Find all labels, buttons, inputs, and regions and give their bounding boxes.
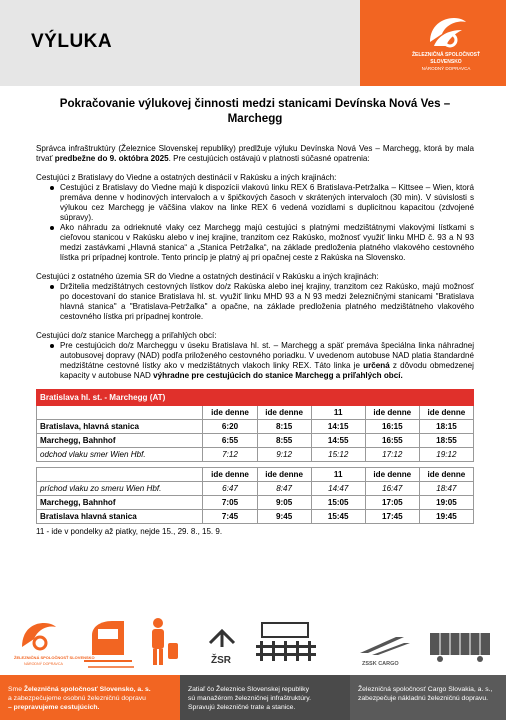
s3-text-a: Pre cestujúcich do/z Marcheggu v úseku Bratislava hl. st. – Marchegg a späť premáva špeciálna linka náhradnej autobusovej dopravy (NAD) podľa priloženého cestovného poriadku. V uvedenom autobuse NAD platia štandardné medzištátne cestovné lístky ako v medzištátnych vlakoch linky REX. Táto linka je: [60, 341, 474, 370]
footer-bar: [0, 675, 506, 720]
footer-zsr-panel: [180, 675, 350, 720]
logo-text-line2: NÁRODNÝ DOPRAVCA: [421, 66, 471, 71]
zssk-logo-icon: [424, 14, 468, 50]
traveler-icon: [152, 618, 178, 665]
time-cell: 16:15: [365, 420, 419, 434]
time-cell: 6:55: [203, 434, 257, 448]
zsr-line3: Spravujú železničné trate a stanice.: [188, 704, 296, 711]
railway-track-icon: [256, 623, 316, 661]
timetable-title: Bratislava hl. st. - Marchegg (AT): [37, 390, 474, 406]
time-cell: 7:12: [203, 448, 257, 462]
cargo-logo-icon: [360, 637, 410, 655]
head-cell: ide denne: [365, 468, 419, 482]
head-cell: ide denne: [203, 406, 257, 420]
zssk-sentence-a: Sme: [8, 686, 24, 693]
head-cell: ide denne: [365, 406, 419, 420]
time-cell: 19:45: [419, 510, 473, 524]
table-footnote: 11 - ide v pondelky až piatky, nejde 15., 29. 8., 15. 9.: [36, 527, 223, 536]
table-row: [37, 482, 474, 496]
zsr-line2: sú manažérom železničnej infraštruktúry.: [188, 695, 312, 702]
time-cell: 18:15: [419, 420, 473, 434]
time-cell: 15:05: [311, 496, 365, 510]
stop-name: odchod vlaku smer Wien Hbf.: [37, 448, 203, 462]
stop-name: príchod vlaku zo smeru Wien Hbf.: [37, 482, 203, 496]
page-title: VÝLUKA: [31, 31, 113, 52]
timetable: [36, 389, 474, 524]
zsr-line1: Zatiaľ čo Železnice Slovenskej republiky: [188, 686, 309, 693]
table-row: [37, 496, 474, 510]
intro-text-a: Správca infraštruktúry (Železnice Slovenskej republiky) predlžuje výluku Devínska Nová Ves – Marchegg, ktorá by mala trvať: [36, 144, 474, 163]
zssk-company-name: Železničná spoločnosť Slovensko, a. s.: [23, 686, 151, 693]
head-blank: [37, 468, 203, 482]
time-cell: 17:12: [365, 448, 419, 462]
time-cell: 9:05: [257, 496, 311, 510]
head-blank: [37, 406, 203, 420]
head-cell: ide denne: [419, 406, 473, 420]
time-cell: 17:05: [365, 496, 419, 510]
timetable-header: [37, 390, 474, 406]
time-cell: 9:45: [257, 510, 311, 524]
time-cell: 18:47: [419, 482, 473, 496]
head-cell: ide denne: [257, 406, 311, 420]
icon-strip: [0, 605, 506, 675]
cargo-line2: zabezpečuje nákladnú železničnú dopravu.: [358, 695, 488, 702]
section1-bullet1: Cestujúci z Bratislavy do Viedne majú k dispozícii vlakovú linku REX 6 Bratislava-Petržalka – Kittsee – Wien, ktorá premáva denne v hodinových intervaloch a v špičkových časoch v skrátených intervaloch (30 min). V súvislosti s výlukou cez Marchegg je väčšina vlakov na linke REX 6 vedená vozidlami s duplicitnou kapacitou (zdvojené súpravy).: [50, 183, 474, 223]
time-cell: 6:47: [203, 482, 257, 496]
footer-cargo-panel: [350, 675, 506, 720]
section3-title: Cestujúci do/z stanice Marchegg a priľahlých obcí:: [36, 331, 217, 340]
intro-text-c: . Pre cestujúcich ostávajú v platnosti súčasné opatrenia:: [168, 154, 370, 163]
train-icon: [84, 621, 134, 667]
stop-name: Bratislava hlavná stanica: [37, 510, 203, 524]
time-cell: 19:12: [419, 448, 473, 462]
zssk-small-logo-line1: ŽELEZNIČNÁ SPOLOČNOSŤ SLOVENSKO: [14, 655, 95, 660]
table-row: [37, 434, 474, 448]
section1-list: [50, 183, 474, 263]
section2-list: [50, 282, 474, 322]
footer-zssk-panel: [0, 675, 180, 720]
zssk-small-logo-icon: [22, 623, 56, 649]
s3-text-c: z dôvodu obmedzenej kapacity v autobuse NAD: [60, 361, 474, 380]
section1-title: Cestujúci z Bratislavy do Viedne a ostatných destinácií v Rakúsku a iných krajinách:: [36, 173, 337, 182]
zsr-logo-icon: [210, 631, 234, 647]
stop-name: Bratislava, hlavná stanica: [37, 420, 203, 434]
document-body: [36, 96, 474, 536]
stop-name: Marchegg, Bahnhof: [37, 496, 203, 510]
zssk-sentence-b: a zabezpečujeme osobnú železničnú dopravu: [8, 695, 146, 702]
table-row: [37, 420, 474, 434]
time-cell: 8:15: [257, 420, 311, 434]
logo-text-line1: ŽELEZNIČNÁ SPOLOČNOSŤ SLOVENSKO: [411, 52, 481, 65]
time-cell: 6:20: [203, 420, 257, 434]
footer-zssk-text: [8, 685, 151, 712]
timetable-head-out: [37, 406, 474, 420]
head-cell: ide denne: [203, 468, 257, 482]
head-cell: ide denne: [257, 468, 311, 482]
header-banner: [0, 0, 506, 86]
time-cell: 8:55: [257, 434, 311, 448]
time-cell: 16:55: [365, 434, 419, 448]
document-heading: Pokračovanie výlukovej činnosti medzi stanicami Devínska Nová Ves – Marchegg: [59, 97, 451, 125]
footer-cargo-text: [358, 685, 492, 703]
zssk-sentence-c: – prepravujeme cestujúcich.: [8, 704, 100, 711]
s3-text-d: výhradne pre cestujúcich do stanice Marchegg a priľahlých obcí.: [153, 371, 403, 380]
time-cell: 8:47: [257, 482, 311, 496]
freight-wagon-icon: [430, 633, 490, 662]
section2-bullet1: Držitelia medzištátnych cestovných lístkov do/z Rakúska alebo inej krajiny, tranzitom cez Rakúsko, majú možnosť po docestovaní do stanice Bratislava hl. st. využiť linku MHD 93 a N 93 medzi železničnými stanicami "Bratislava hlavná stanica" a "Bratislava-Petržalka" a opačne, na základe predloženia platného medzištátneho vlakového cestovného lístka pri prípadnej kontrole.: [50, 282, 474, 322]
time-cell: 14:15: [311, 420, 365, 434]
time-cell: 16:47: [365, 482, 419, 496]
head-cell: 11: [311, 468, 365, 482]
table-row: [37, 510, 474, 524]
timetable-head-return: [37, 468, 474, 482]
time-cell: 15:12: [311, 448, 365, 462]
time-cell: 14:55: [311, 434, 365, 448]
intro-date: predbežne do 9. októbra 2025: [54, 154, 169, 163]
time-cell: 18:55: [419, 434, 473, 448]
s3-text-b: určená: [363, 361, 390, 370]
section3-bullet1: [50, 341, 474, 381]
zssk-small-logo-line2: NÁRODNÝ DOPRAVCA: [24, 662, 63, 666]
zsr-label: ŽSR: [211, 655, 231, 666]
time-cell: 15:45: [311, 510, 365, 524]
cargo-line1: Železničná spoločnosť Cargo Slovakia, a. s.,: [358, 686, 493, 693]
time-cell: 17:45: [365, 510, 419, 524]
stop-name: Marchegg, Bahnhof: [37, 434, 203, 448]
head-cell: 11: [311, 406, 365, 420]
section1-bullet2: Ako náhradu za odrieknuté vlaky cez Marchegg majú cestujúci s platnými medzištátnymi vlakovými lístkami s cieľovou stanicou v Rakúsku alebo v inej krajine, tranzitom cez Rakúsko, možnosť využiť linku MHD č. 93 a N 93 medzi zastávkami „Hlavná stanica“ a „Stanica Petržalka“, na základe predloženia platného vlakového cestovného lístka pri prípadnej kontrole. Tento princíp je platný aj pri opačnej ceste z Rakúska na Slovensko.: [50, 223, 474, 263]
time-cell: 19:05: [419, 496, 473, 510]
time-cell: 9:12: [257, 448, 311, 462]
time-cell: 7:45: [203, 510, 257, 524]
footer-zsr-text: [188, 685, 311, 712]
icon-strip-graphics: [0, 605, 506, 675]
time-cell: 7:05: [203, 496, 257, 510]
time-cell: 14:47: [311, 482, 365, 496]
table-row: [37, 448, 474, 462]
intro-paragraph: [36, 144, 474, 164]
zssk-logo: [396, 14, 496, 71]
section3-list: [50, 341, 474, 381]
cargo-label: ZSSK CARGO: [362, 661, 399, 667]
section2-title: Cestujúci z ostatného územia SR do Viedne a ostatných destinácií v Rakúsku a iných krajinách:: [36, 272, 379, 281]
head-cell: ide denne: [419, 468, 473, 482]
